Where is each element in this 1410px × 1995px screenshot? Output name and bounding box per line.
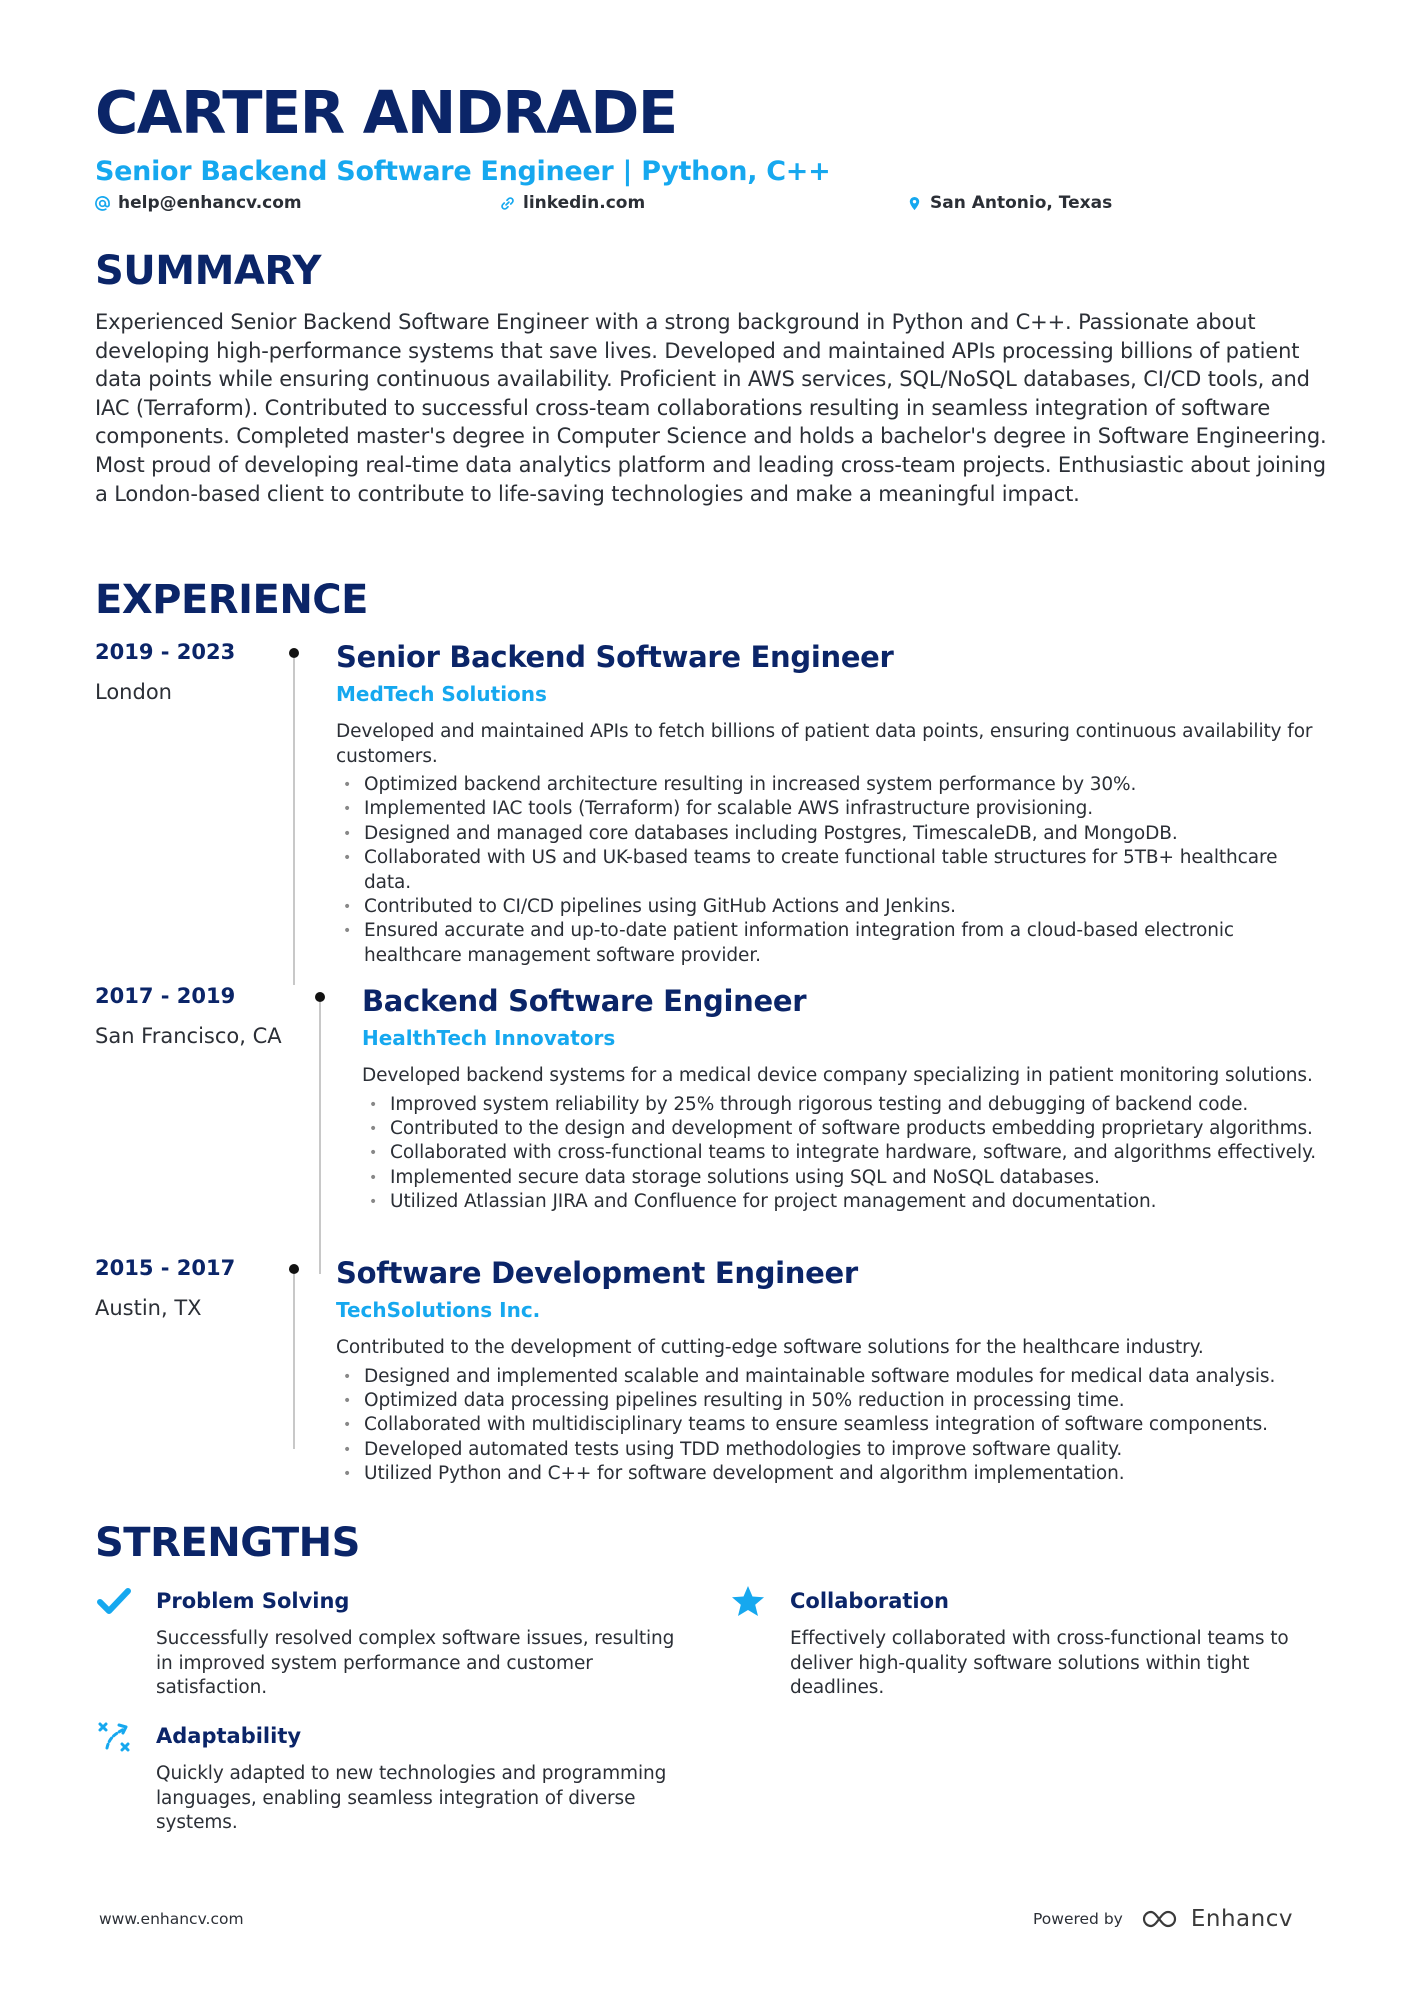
- job-location: San Francisco, CA: [95, 1024, 282, 1048]
- candidate-title: Senior Backend Software Engineer | Python, C++: [95, 156, 831, 187]
- location-text: San Antonio, Texas: [930, 193, 1113, 213]
- job-bullet: • Ensured accurate and up-to-date patient information integration from a cloud-based electronic healthcare management software provider.: [343, 920, 1234, 966]
- job-body: [336, 640, 1326, 968]
- job-bullet: • Developed automated tests using TDD methodologies to improve software quality.: [343, 1438, 1123, 1460]
- footer-website[interactable]: www.enhancv.com: [99, 1910, 244, 1928]
- strength-description: Successfully resolved complex software issues, resulting in improved system performance and customer satisfaction.: [156, 1628, 675, 1698]
- job-dates: 2017 - 2019: [95, 984, 236, 1008]
- job-bullet: • Optimized backend architecture resulting in increased system performance by 30%.: [343, 774, 1137, 795]
- strengths-heading: STRENGTHS: [95, 1520, 360, 1566]
- brand-logo[interactable]: [1137, 1906, 1293, 1932]
- job-location: London: [95, 680, 172, 704]
- checkmark-icon: [97, 1585, 131, 1619]
- job-bullet: • Implemented secure data storage solutions using SQL and NoSQL databases.: [369, 1166, 1100, 1188]
- job-role: Senior Backend Software Engineer: [336, 640, 894, 674]
- job-body: [362, 984, 1342, 1215]
- job-role: Backend Software Engineer: [362, 984, 807, 1018]
- candidate-name: CARTER ANDRADE: [95, 78, 677, 147]
- footer-branding: [1033, 1906, 1293, 1932]
- timeline-line: [293, 658, 295, 985]
- strength-description: Quickly adapted to new technologies and programming languages, enabling seamless integration of diverse systems.: [156, 1763, 667, 1833]
- job-role: Software Development Engineer: [336, 1256, 858, 1290]
- timeline-dot: [289, 648, 299, 658]
- summary-text: Experienced Senior Backend Software Engineer with a strong background in Python and C++. Passionate about developing high-performance systems that save lives. Developed and maintained APIs processing billions of patient data points while ensuring continuous availability. Proficient in AWS services, SQL/NoSQL databases, CI/CD tools, and IAC (Terraform). Contributed to successful cross-team collaborations resulting in seamless integration of software components. Completed master's degree in Computer Science and holds a bachelor's degree in Software Engineering. Most proud of developing real-time data analytics platform and leading cross-team projects. Enthusiastic about joining a London-based client to contribute to life-saving technologies and make a meaningful impact.: [95, 310, 1327, 506]
- job-bullet: • Utilized Atlassian JIRA and Confluence for project management and documentation.: [369, 1191, 1157, 1213]
- job-description: Developed and maintained APIs to fetch billions of patient data points, ensuring continuous availability for customers.: [336, 721, 1313, 767]
- strength-description: Effectively collaborated with cross-functional teams to deliver high-quality software solutions within tight deadlines.: [790, 1628, 1289, 1698]
- job-bullet: • Contributed to CI/CD pipelines using GitHub Actions and Jenkins.: [343, 896, 956, 918]
- timeline-line: [319, 1002, 321, 1274]
- job-description: Developed backend systems for a medical device company specializing in patient monitoring solutions.: [362, 1065, 1313, 1086]
- timeline-dot: [289, 1264, 299, 1274]
- job-bullet: • Collaborated with cross-functional teams to integrate hardware, software, and algorithms effectively.: [369, 1142, 1316, 1164]
- timeline-line: [293, 1274, 295, 1449]
- link-icon: [500, 196, 515, 211]
- summary-heading: SUMMARY: [95, 248, 321, 294]
- job-dates: 2019 - 2023: [95, 640, 236, 664]
- job-bullet: • Collaborated with multidisciplinary teams to ensure seamless integration of software components.: [343, 1414, 1268, 1436]
- job-company: HealthTech Innovators: [362, 1026, 616, 1050]
- linkedin-text: linkedin.com: [523, 193, 646, 213]
- job-bullets: [336, 773, 1326, 968]
- strategy-icon: [97, 1720, 131, 1754]
- email-text: help@enhancv.com: [118, 193, 302, 213]
- brand-name: Enhancv: [1190, 1906, 1293, 1932]
- job-company: TechSolutions Inc.: [336, 1298, 541, 1322]
- contact-location: [907, 193, 1112, 213]
- job-bullet: • Collaborated with US and UK-based teams to create functional table structures for 5TB+ healthcare data.: [343, 847, 1278, 893]
- job-bullets: [336, 1365, 1326, 1487]
- job-bullet: • Optimized data processing pipelines resulting in 50% reduction in processing time.: [343, 1389, 1125, 1411]
- strength-title: Adaptability: [156, 1724, 302, 1748]
- strength-title: Collaboration: [790, 1589, 950, 1613]
- job-body: [336, 1256, 1326, 1487]
- job-bullet: • Contributed to the design and development of software products embedding proprietary algorithms.: [369, 1117, 1313, 1139]
- job-company: MedTech Solutions: [336, 682, 547, 706]
- timeline-dot: [315, 992, 325, 1002]
- job-bullets: [362, 1093, 1342, 1215]
- enhancv-logo-icon: [1137, 1908, 1183, 1930]
- powered-by-text: Powered by: [1033, 1910, 1123, 1928]
- location-pin-icon: [907, 196, 922, 211]
- job-bullet: • Implemented IAC tools (Terraform) for scalable AWS infrastructure provisioning.: [343, 798, 1094, 820]
- job-bullet: • Designed and implemented scalable and maintainable software modules for medical data analysis.: [343, 1365, 1276, 1387]
- job-bullet: • Designed and managed core databases including Postgres, TimescaleDB, and MongoDB.: [343, 822, 1178, 844]
- strength-title: Problem Solving: [156, 1589, 350, 1613]
- job-dates: 2015 - 2017: [95, 1256, 236, 1280]
- contact-linkedin[interactable]: [500, 193, 645, 213]
- at-icon: [95, 196, 110, 211]
- job-bullet: • Utilized Python and C++ for software development and algorithm implementation.: [343, 1463, 1125, 1485]
- experience-heading: EXPERIENCE: [95, 577, 368, 623]
- job-location: Austin, TX: [95, 1296, 202, 1320]
- contact-row: [95, 193, 1345, 219]
- job-bullet: • Improved system reliability by 25% through rigorous testing and debugging of backend code.: [369, 1093, 1249, 1115]
- job-description: Contributed to the development of cutting-edge software solutions for the healthcare industry.: [336, 1337, 1204, 1358]
- contact-email[interactable]: [95, 193, 302, 213]
- star-icon: [731, 1585, 765, 1619]
